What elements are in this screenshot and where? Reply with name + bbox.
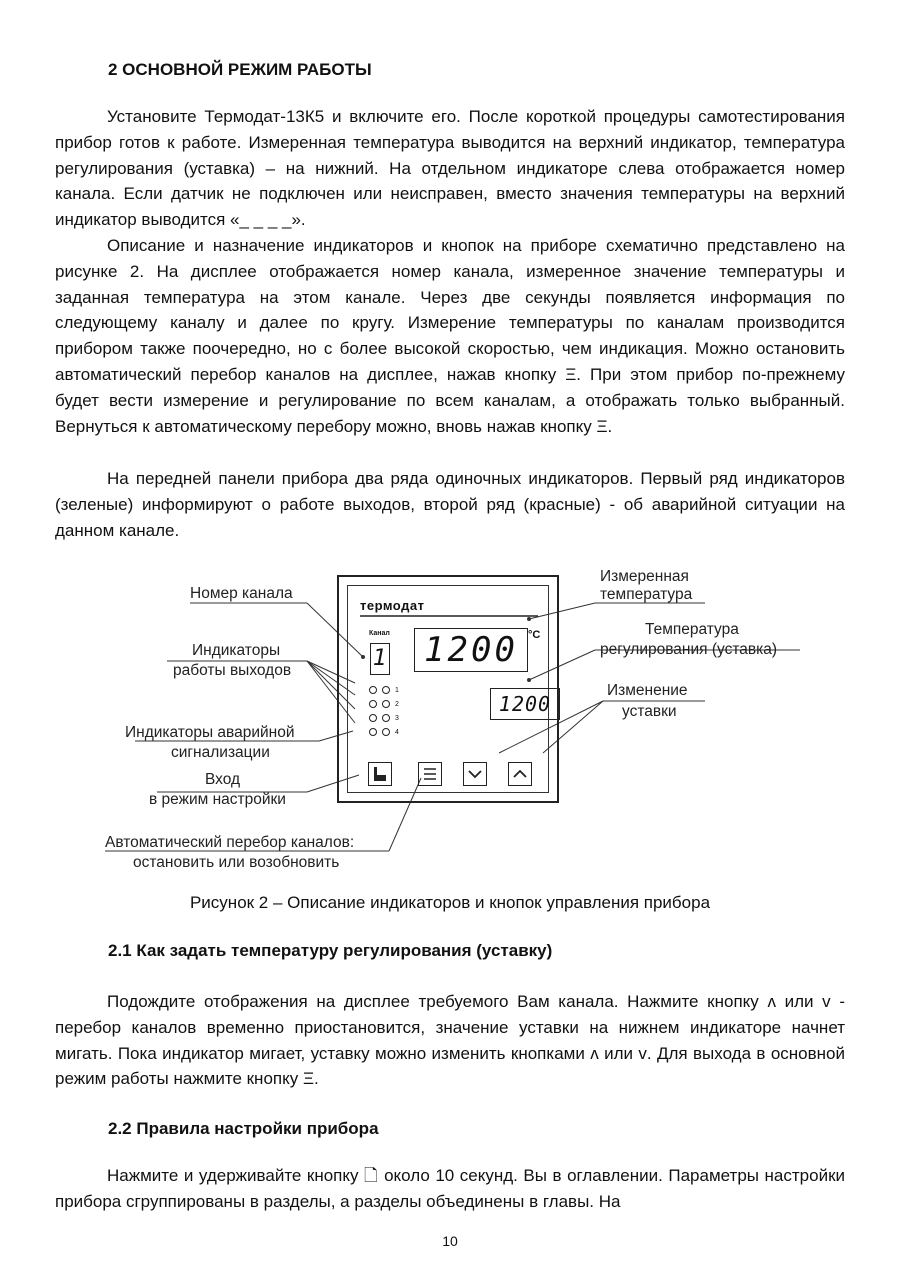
- chevron-down-icon: [464, 763, 486, 785]
- channel-caption: Канал: [369, 630, 390, 637]
- thermodat-device: [337, 575, 559, 803]
- led-number: 3: [395, 714, 399, 722]
- device-brand: термодат: [360, 598, 425, 613]
- label-setpoint-temp-1: Температура: [645, 621, 739, 638]
- led-row-1: [369, 686, 399, 694]
- measured-temp-display: 1200: [414, 628, 528, 672]
- unit-label: °C: [528, 629, 541, 641]
- paragraph-intro: Установите Термодат-13К5 и включите его. После короткой процедуры самотестирования прибор готов к работе. Измеренная температура выводится на верхний индикатор, температура регулирования (уставка) – на нижний. На отдельном индикаторе слева отображается номер канала. Если датчик не подключен или неисправен, вместо значения температуры на верхний индикатор выводится «_ _ _ _».: [55, 107, 845, 230]
- label-auto-cycle-1: Автоматический перебор каналов:: [105, 834, 355, 851]
- alarm-led-icon: [382, 700, 390, 708]
- subsection-heading-settings: 2.2 Правила настройки прибора: [108, 1119, 379, 1138]
- label-channel-number: Номер канала: [190, 585, 293, 602]
- label-change-setpoint-1: Изменение: [607, 682, 688, 699]
- label-change-setpoint-2: уставки: [622, 703, 677, 720]
- label-setpoint-temp-2: регулирования (уставка): [600, 641, 778, 658]
- device-panel: [347, 585, 552, 793]
- paragraph-settings: Нажмите и удерживайте кнопку 🗋 около 10 секунд. Вы в оглавлении. Параметры настройки прибора сгруппированы в разделы, а разделы объединены в главы. На: [55, 1166, 845, 1211]
- paragraph-indicators: На передней панели прибора два ряда одиночных индикаторов. Первый ряд индикаторов (зеленые) информируют о работе выходов, второй ряд (красные) - об аварийной ситуации на данном канале.: [55, 469, 845, 540]
- page-number: 10: [442, 1233, 458, 1249]
- alarm-led-icon: [382, 728, 390, 736]
- label-output-indicators-2: работы выходов: [173, 662, 292, 679]
- channel-cycle-button[interactable]: [418, 762, 442, 786]
- output-led-icon: [369, 714, 377, 722]
- setpoint-display: 1200: [490, 688, 560, 720]
- figure-device-diagram: [95, 563, 815, 878]
- led-row-2: [369, 700, 399, 708]
- label-measured-temp-2: температура: [600, 586, 693, 603]
- label-settings-entry-2: в режим настройки: [149, 791, 286, 808]
- led-number: 1: [395, 686, 399, 694]
- led-row-3: [369, 714, 399, 722]
- brand-underline: [360, 615, 538, 617]
- subsection-heading-setpoint: 2.1 Как задать температуру регулирования (уставку): [108, 941, 553, 960]
- label-alarm-indicators-1: Индикаторы аварийной: [125, 724, 295, 741]
- output-led-icon: [369, 728, 377, 736]
- menu-icon: [419, 763, 441, 785]
- increase-button[interactable]: [508, 762, 532, 786]
- label-output-indicators-1: Индикаторы: [192, 642, 281, 659]
- chevron-up-icon: [509, 763, 531, 785]
- led-row-4: [369, 728, 399, 736]
- led-number: 4: [395, 728, 399, 736]
- output-led-icon: [369, 686, 377, 694]
- section-heading: 2 ОСНОВНОЙ РЕЖИМ РАБОТЫ: [108, 60, 372, 79]
- settings-button[interactable]: [368, 762, 392, 786]
- settings-icon: [369, 763, 391, 785]
- decrease-button[interactable]: [463, 762, 487, 786]
- led-number: 2: [395, 700, 399, 708]
- label-alarm-indicators-2: сигнализации: [171, 744, 270, 761]
- label-settings-entry-1: Вход: [205, 771, 241, 788]
- figure-caption: Рисунок 2 – Описание индикаторов и кнопок управления прибора: [189, 893, 711, 912]
- alarm-led-icon: [382, 686, 390, 694]
- paragraph-description: Описание и назначение индикаторов и кнопок на приборе схематично представлено на рисунке 2. На дисплее отображается номер канала, измеренное значение температуры и заданная температура на этом канале. Через две секунды появляется информация по следующему каналу и далее по кругу. Измерение температуры по каналам производится прибором также поочередно, но с более высокой скоростью, чем индикация. Можно остановить автоматический перебор каналов на дисплее, нажав кнопку Ξ. При этом прибор по-прежнему будет вести измерение и регулирование по всем каналам, а отображать только выбранный. Вернуться к автоматическому перебору можно, вновь нажав кнопку Ξ.: [55, 236, 845, 436]
- alarm-led-icon: [382, 714, 390, 722]
- paragraph-setpoint: Подождите отображения на дисплее требуемого Вам канала. Нажмите кнопку ʌ или ᴠ - перебор каналов временно приостановится, значение уставки на нижнем индикаторе начнет мигать. Пока индикатор мигает, уставку можно изменить кнопками ʌ или ᴠ. Для выхода в основной режим работы нажмите кнопку Ξ.: [55, 992, 845, 1089]
- channel-display: 1: [370, 643, 390, 675]
- label-auto-cycle-2: остановить или возобновить: [133, 854, 340, 871]
- label-measured-temp-1: Измеренная: [600, 568, 689, 585]
- output-led-icon: [369, 700, 377, 708]
